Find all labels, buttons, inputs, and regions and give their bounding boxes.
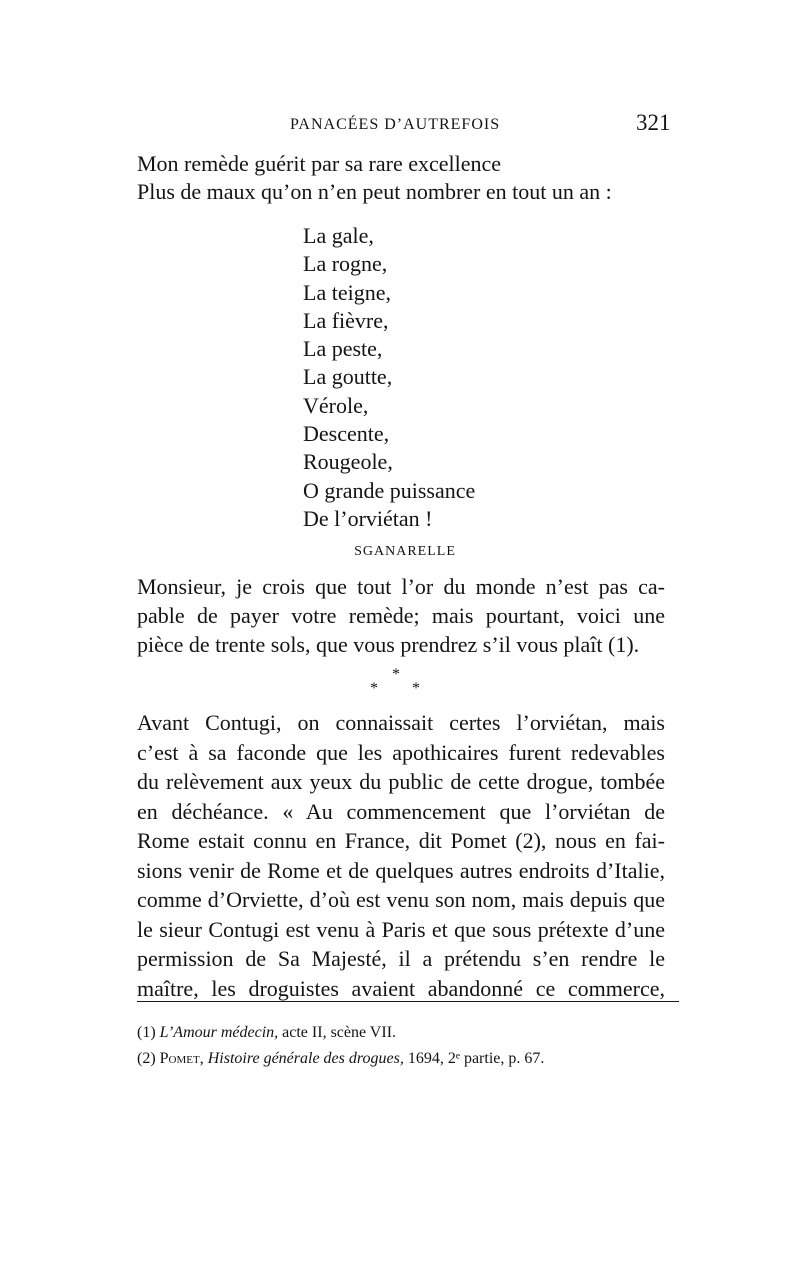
asterisk: *: [370, 680, 378, 697]
ailment-line: O grande puissance: [303, 477, 476, 503]
ailment-line: La teigne,: [303, 279, 391, 305]
page-number: 321: [636, 110, 671, 135]
paragraph-line: le sieur Contugi est venu à Paris et que sous prétexte d’une: [137, 916, 665, 942]
paragraph-line: comme d’Orviette, d’où est venu son nom, mais depuis que: [137, 887, 665, 912]
footnote-author: Pomet,: [159, 1050, 204, 1067]
ailment-line: La rogne,: [303, 251, 388, 277]
paragraph-line: en déchéance. « Au commencement que l’orviétan de: [137, 798, 665, 824]
paragraph-line: c’est à sa faconde que les apothicaires furent redevables: [137, 739, 665, 765]
footnote-1: [137, 1020, 544, 1046]
verse-intro: [137, 150, 612, 206]
paragraph-line: permission de Sa Majesté, il a prétendu s’en rendre le: [137, 946, 665, 971]
ailment-line: La fièvre,: [303, 307, 389, 333]
paragraph-line: Monsieur, je crois que tout l’or du monde n’est pas ca-: [137, 574, 665, 599]
footnote-2: [137, 1046, 544, 1072]
ailment-line: Vérole,: [303, 392, 369, 418]
ailment-line: La peste,: [303, 336, 383, 362]
footnote-title: Histoire générale des drogues,: [207, 1050, 404, 1067]
asterisk: *: [412, 680, 420, 697]
paragraph-line: pable de payer votre remède; mais pourtant, voici une: [137, 603, 665, 628]
footnotes: [137, 1020, 544, 1072]
asterism: [360, 666, 440, 702]
verse-line: Mon remède guérit par sa rare excellence: [137, 151, 502, 176]
asterisk: *: [392, 666, 400, 683]
ailment-list: [303, 222, 475, 533]
footnote-title: L’Amour médecin,: [159, 1024, 279, 1041]
body-paragraph: [137, 708, 665, 1003]
footnote-marker: (2): [137, 1050, 156, 1067]
footnote-divider: [137, 1001, 679, 1002]
paragraph-line: pièce de trente sols, que vous prendrez s’il vous plaît (1).: [137, 632, 640, 657]
paragraph-line: Rome estait connu en France, dit Pomet (2), nous en fai-: [137, 828, 665, 853]
paragraph-line: Avant Contugi, on connaissait certes l’orviétan, mais: [137, 710, 665, 735]
speaker-name: SGANARELLE: [354, 544, 456, 559]
ailment-line: Rougeole,: [303, 449, 393, 475]
ailment-line: De l’orviétan !: [303, 505, 433, 531]
footnote-text: 1694, 2ᵉ partie, p. 67.: [403, 1050, 545, 1067]
paragraph-line: sions venir de Rome et de quelques autres endroits d’Italie,: [137, 857, 665, 883]
footnote-text: acte II, scène VII.: [278, 1024, 397, 1041]
paragraph-line: du relèvement aux yeux du public de cette drogue, tombée: [137, 769, 665, 794]
running-head: PANACÉES D’AUTREFOIS: [290, 116, 501, 133]
footnote-marker: (1): [137, 1024, 156, 1041]
dialogue-paragraph: [137, 572, 665, 659]
ailment-line: La gale,: [303, 223, 374, 248]
verse-line: Plus de maux qu’on n’en peut nombrer en tout un an :: [137, 179, 612, 204]
ailment-line: Descente,: [303, 421, 390, 447]
ailment-line: La goutte,: [303, 364, 393, 390]
paragraph-line: maître, les droguistes avaient abandonné ce commerce,: [137, 975, 665, 1001]
